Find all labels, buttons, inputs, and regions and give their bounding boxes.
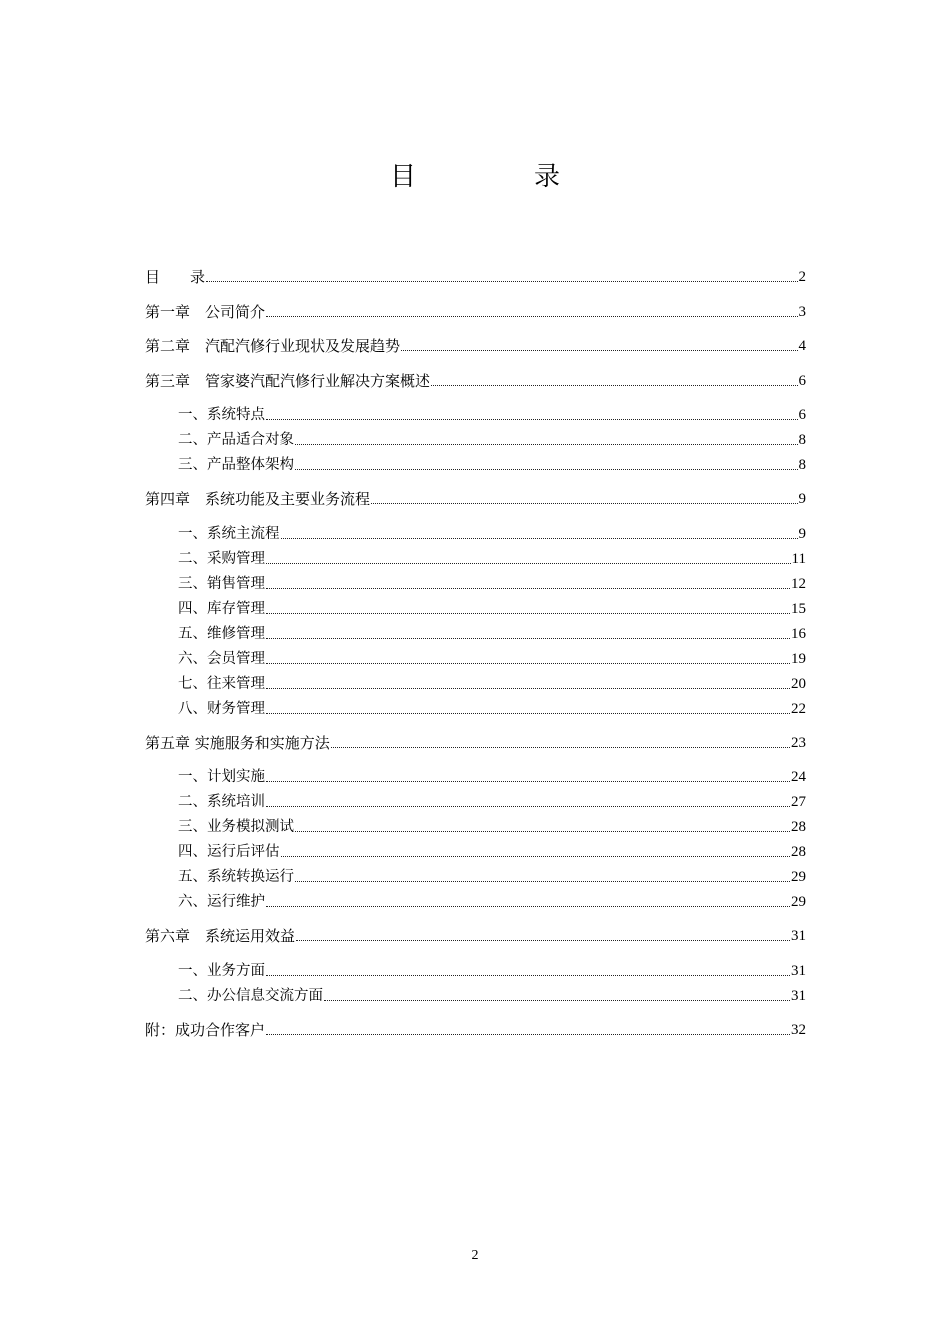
toc-entry-page: 9	[798, 526, 806, 542]
toc-entry-label: 四、库存管理	[178, 601, 265, 617]
toc-entry-page: 27	[791, 794, 806, 810]
toc-dot-leader	[281, 856, 791, 857]
page-title: 目 录	[389, 162, 606, 192]
toc-entry-label: 三、业务模拟测试	[178, 819, 294, 835]
toc-entry-page: 2	[798, 269, 806, 285]
toc-entry[interactable]	[145, 597, 806, 619]
toc-entry-label: 七、往来管理	[178, 676, 265, 692]
toc-entry-page: 6	[798, 373, 806, 389]
toc-entry-label: 目 录	[145, 268, 206, 286]
toc-entry-page: 24	[791, 769, 806, 785]
toc-entry[interactable]	[145, 672, 806, 694]
toc-entry-label: 第五章 实施服务和实施方法	[145, 734, 330, 752]
toc-entry-label: 四、运行后评估	[178, 844, 280, 860]
toc-entry-label: 二、系统培训	[178, 794, 265, 810]
toc-entry-label: 二、采购管理	[178, 551, 265, 567]
toc-entry[interactable]	[145, 840, 806, 862]
toc-entry[interactable]	[145, 572, 806, 594]
toc-dot-leader	[266, 906, 790, 907]
toc-entry-label: 第一章 公司简介	[145, 303, 266, 321]
toc-entry-label: 第二章 汽配汽修行业现状及发展趋势	[145, 337, 401, 355]
toc-entry-label: 二、产品适合对象	[178, 432, 294, 448]
toc-dot-leader	[296, 940, 790, 941]
toc-dot-leader	[331, 747, 790, 748]
toc-entry-label: 八、财务管理	[178, 701, 265, 717]
toc-entry-page: 11	[791, 551, 806, 567]
toc-entry-page: 22	[791, 701, 806, 717]
toc-entry[interactable]	[145, 265, 806, 287]
toc-entry-label: 六、运行维护	[178, 894, 265, 910]
toc-entry-page: 12	[791, 576, 806, 592]
toc-entry-page: 19	[791, 651, 806, 667]
toc-entry[interactable]	[145, 924, 806, 946]
toc-entry-page: 4	[798, 338, 806, 354]
toc-dot-leader	[266, 688, 790, 689]
toc-entry-page: 31	[791, 963, 806, 979]
toc-entry[interactable]	[145, 815, 806, 837]
toc-entry[interactable]	[145, 622, 806, 644]
toc-entry-page: 6	[798, 407, 806, 423]
toc-entry-page: 28	[791, 819, 806, 835]
toc-entry-page: 28	[791, 844, 806, 860]
toc-entry[interactable]	[145, 765, 806, 787]
toc-dot-leader	[266, 588, 790, 589]
toc-entry-page: 29	[791, 869, 806, 885]
toc-entry[interactable]	[145, 453, 806, 475]
toc-entry[interactable]	[145, 647, 806, 669]
toc-entry[interactable]	[145, 697, 806, 719]
toc-entry-page: 29	[791, 894, 806, 910]
toc-entry[interactable]	[145, 731, 806, 753]
toc-dot-leader	[266, 1034, 790, 1035]
toc-dot-leader	[295, 881, 790, 882]
toc-entry-page: 16	[791, 626, 806, 642]
toc-entry-page: 9	[798, 491, 806, 507]
toc-entry-page: 15	[791, 601, 806, 617]
toc-entry-label: 附：成功合作客户	[145, 1021, 266, 1039]
toc-entry[interactable]	[145, 522, 806, 544]
toc-dot-leader	[266, 638, 790, 639]
page-number: 2	[471, 1248, 479, 1263]
toc-entry-label: 六、会员管理	[178, 651, 265, 667]
toc-dot-leader	[206, 281, 797, 282]
toc-entry-page: 31	[791, 988, 806, 1004]
toc-dot-leader	[266, 781, 790, 782]
toc-dot-leader	[401, 350, 797, 351]
toc-entry[interactable]	[145, 890, 806, 912]
toc-dot-leader	[266, 316, 797, 317]
toc-dot-leader	[266, 613, 790, 614]
toc-entry-page: 31	[791, 928, 806, 944]
toc-entry[interactable]	[145, 334, 806, 356]
toc-entry-label: 第四章 系统功能及主要业务流程	[145, 490, 371, 508]
toc-dot-leader	[266, 663, 790, 664]
toc-entry-label: 一、计划实施	[178, 769, 265, 785]
toc-entry-page: 32	[791, 1022, 806, 1038]
toc-entry-label: 一、业务方面	[178, 963, 265, 979]
toc-entry-page: 8	[798, 457, 806, 473]
toc-entry-page: 3	[798, 304, 806, 320]
toc-entry[interactable]	[145, 984, 806, 1006]
toc-entry[interactable]	[145, 428, 806, 450]
toc-dot-leader	[371, 503, 797, 504]
toc-dot-leader	[295, 469, 798, 470]
toc-entry[interactable]	[145, 369, 806, 391]
toc-entry-label: 五、系统转换运行	[178, 869, 294, 885]
toc-dot-leader	[281, 538, 798, 539]
toc-entry[interactable]	[145, 1018, 806, 1040]
toc-entry[interactable]	[145, 959, 806, 981]
toc-entry[interactable]	[145, 790, 806, 812]
toc-entry-label: 一、系统主流程	[178, 526, 280, 542]
toc-entry-page: 8	[798, 432, 806, 448]
toc-entry-label: 五、维修管理	[178, 626, 265, 642]
toc-dot-leader	[266, 713, 790, 714]
toc-entry-label: 第六章 系统运用效益	[145, 927, 296, 945]
toc-dot-leader	[266, 419, 798, 420]
toc-entry[interactable]	[145, 547, 806, 569]
toc-entry[interactable]	[145, 403, 806, 425]
toc-entry[interactable]	[145, 487, 806, 509]
toc-entry[interactable]	[145, 865, 806, 887]
toc-dot-leader	[266, 975, 790, 976]
toc-entry-label: 第三章 管家婆汽配汽修行业解决方案概述	[145, 372, 431, 390]
toc-dot-leader	[295, 831, 790, 832]
toc-dot-leader	[266, 563, 791, 564]
toc-dot-leader	[295, 444, 798, 445]
toc-entry-label: 三、产品整体架构	[178, 457, 294, 473]
toc-entry-label: 一、系统特点	[178, 407, 265, 423]
toc-dot-leader	[266, 806, 790, 807]
toc-dot-leader	[431, 385, 797, 386]
toc-dot-leader	[324, 1000, 790, 1001]
toc-entry-page: 23	[791, 735, 806, 751]
toc-entry-label: 三、销售管理	[178, 576, 265, 592]
toc-entry[interactable]	[145, 300, 806, 322]
toc-entry-label: 二、办公信息交流方面	[178, 988, 323, 1004]
toc-entry-page: 20	[791, 676, 806, 692]
